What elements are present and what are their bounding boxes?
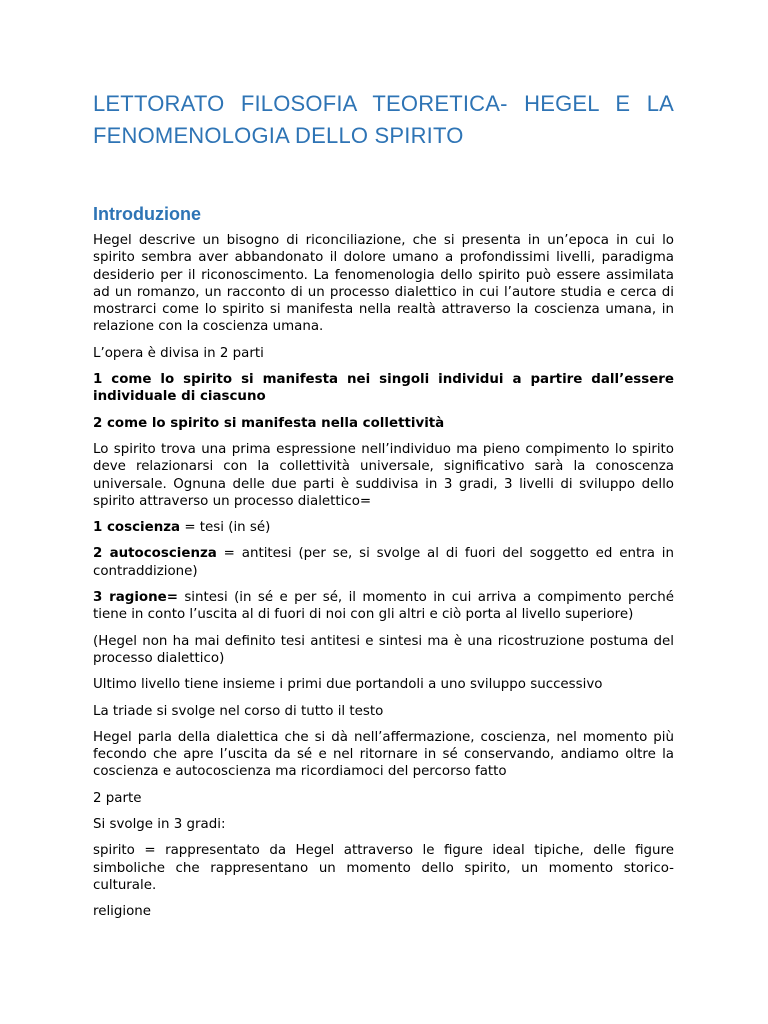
term-coscienza: 1 coscienza <box>93 520 181 536</box>
paragraph-autocoscienza <box>93 545 674 580</box>
definition-coscienza: = tesi (in sé) <box>180 520 271 536</box>
section-heading-introduzione: Introduzione <box>93 204 201 224</box>
paragraph-religione: religione <box>93 904 152 920</box>
document-title <box>93 88 674 152</box>
document-page <box>93 88 674 930</box>
paragraph-parte-1: 1 come lo spirito si manifesta nei singoli individui a partire dall’essere individuale di ciascuno <box>93 372 674 405</box>
definition-ragione: sintesi (in sé e per sé, il momento in cui arriva a compimento perché tiene in conto l’uscita al di fuori di noi con gli altri e ciò porta al livello superiore) <box>93 590 674 623</box>
document-title-line-2: FENOMENOLOGIA DELLO SPIRITO <box>93 123 464 148</box>
paragraph-triade: La triade si svolge nel corso di tutto il testo <box>93 703 384 719</box>
paragraph-coscienza <box>93 519 674 536</box>
paragraph-parte-2: 2 come lo spirito si manifesta nella collettività <box>93 415 445 431</box>
paragraph-seconda-parte: 2 parte <box>93 790 142 806</box>
paragraph-nota-hegel: (Hegel non ha mai definito tesi antitesi e sintesi ma è una ricostruzione postuma del processo dialettico) <box>93 633 674 666</box>
paragraph-ultimo-livello: Ultimo livello tiene insieme i primi due portandoli a uno sviluppo successivo <box>93 677 603 693</box>
paragraph-dialettica: Hegel parla della dialettica che si dà nell’affermazione, coscienza, nel momento più fecondo che apre l’uscita da sé e nel ritornare in sé conservando, andiamo oltre la coscienza e autocoscienza ma ricordiamoci del percorso fatto <box>93 729 674 780</box>
term-ragione: 3 ragione= <box>93 590 178 606</box>
document-title-line-1: LETTORATO FILOSOFIA TEORETICA- HEGEL E LA <box>93 91 674 116</box>
term-autocoscienza: 2 autocoscienza <box>93 546 217 562</box>
paragraph-spirito-espressione: Lo spirito trova una prima espressione nell’individuo ma pieno compimento lo spirito deve relazionarsi con la collettività universale, significativo sarà la conoscenza universale. Ognuna delle due parti è suddivisa in 3 gradi, 3 livelli di sviluppo dello spirito attraverso un processo dialettico= <box>93 441 674 509</box>
paragraph-spirito: spirito = rappresentato da Hegel attraverso le figure ideal tipiche, delle figure simboliche che rappresentano un momento dello spirito, un momento storico-culturale. <box>93 843 674 893</box>
paragraph-ragione <box>93 589 674 624</box>
paragraph-tre-gradi: Si svolge in 3 gradi: <box>93 817 226 833</box>
definition-autocoscienza: = antitesi (per se, si svolge al di fuori del soggetto ed entra in contraddizione) <box>93 546 674 579</box>
paragraph-intro: Hegel descrive un bisogno di riconciliazione, che si presenta in un’epoca in cui lo spirito sembra aver abbandonato il dolore umano a profondissimi livelli, paradigma desiderio per il riconoscimento. La fenomenologia dello spirito può essere assimilata ad un romanzo, un racconto di un processo dialettico in cui l’autore studia e cerca di mostrarci come lo spirito si manifesta nella realtà attraverso la coscienza umana, in relazione con la coscienza umana. <box>93 233 674 335</box>
paragraph-opera-divisa: L’opera è divisa in 2 parti <box>93 345 264 361</box>
